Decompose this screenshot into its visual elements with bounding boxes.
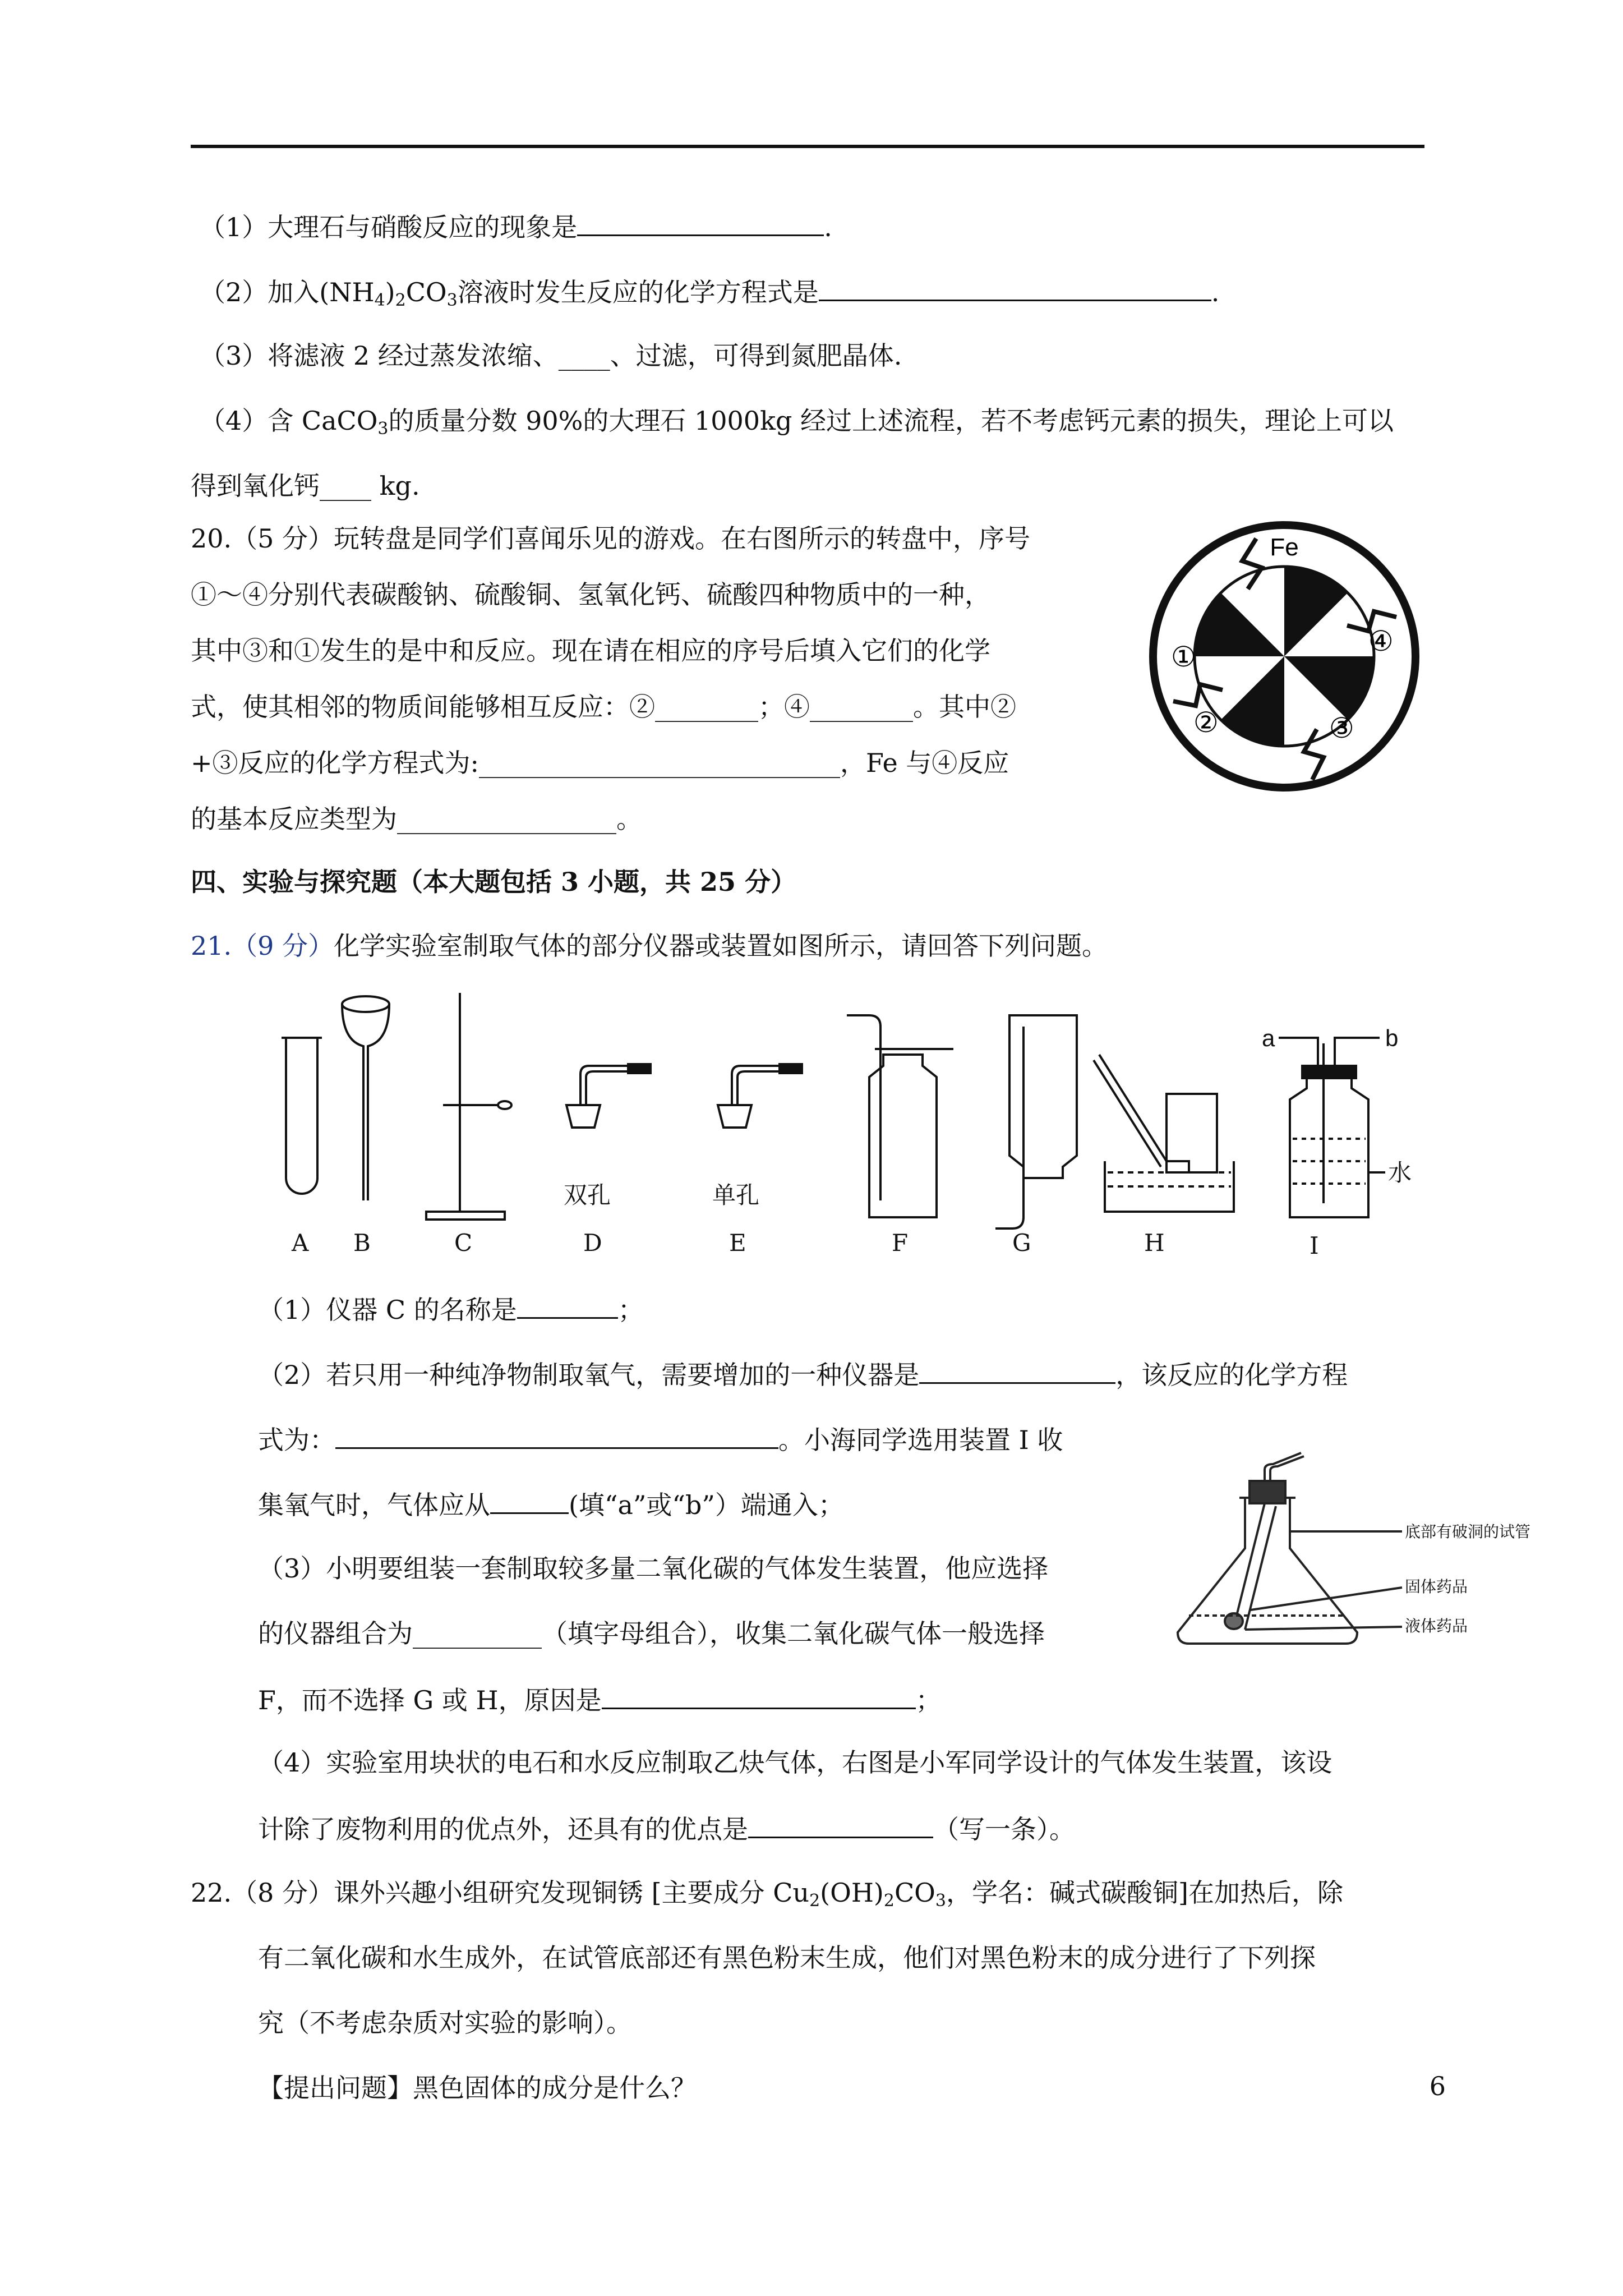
q21-s1: （1）仪器 C 的名称是 ；	[258, 1291, 644, 1327]
q19-part1: （1）大理石与硝酸反应的现象是 .	[200, 209, 832, 244]
q19-part2: （2）加入$(NH_4)_2CO_3$溶液时发生反应的化学方程式是 .	[200, 274, 1219, 318]
apparatus-c-iron-stand	[426, 993, 511, 1220]
q21-blank3[interactable]	[335, 1421, 778, 1449]
label-g: G	[1012, 1229, 1031, 1257]
q21-intro: 21.（9 分）化学实验室制取气体的部分仪器或装置如图所示，请回答下列问题。	[191, 931, 1108, 961]
page-number: 6	[1429, 2071, 1446, 2101]
apparatus-g-inverted-jar	[995, 1015, 1077, 1228]
label-solid-reagent: 固体药品	[1405, 1577, 1468, 1596]
label-i: I	[1310, 1232, 1319, 1259]
q21-s2-cont2: 集氧气时，气体应从 (填“a”或“b”）端通入；	[258, 1487, 844, 1522]
q20-line3: 其中③和①发生的是中和反应。现在请在相应的序号后填入它们的化学	[191, 636, 990, 666]
q19-part4-cont: 得到氧化钙____ kg.	[191, 471, 420, 501]
label-double-hole: 双孔	[564, 1181, 611, 1209]
q21-s4-cont: 计除了废物利用的优点外，还具有的优点是 （写一条）。	[258, 1811, 1075, 1846]
label-liquid-reagent: 液体药品	[1405, 1617, 1468, 1635]
q20-line5: +③反应的化学方程式为:____________________________，Fe 与④反应	[191, 748, 1009, 778]
label-f: F	[892, 1229, 909, 1257]
turntable-figure	[1144, 516, 1424, 797]
label-single-hole: 单孔	[712, 1181, 760, 1209]
q19-part3: （3）将滤液 2 经过蒸发浓缩、____、过滤，可得到氮肥晶体.	[200, 341, 902, 371]
q21-s4: （4）实验室用块状的电石和水反应制取乙炔气体，右图是小军同学设计的气体发生装置，该设	[258, 1747, 1332, 1778]
q20-line1: 20.（5 分）玩转盘是同学们喜闻乐见的游戏。在右图所示的转盘中，序号	[191, 523, 1031, 554]
section4-title: 四、实验与探究题（本大题包括 3 小题，共 25 分）	[191, 867, 797, 897]
label-b: B	[353, 1229, 371, 1257]
wheel-label-2: ②	[1193, 706, 1219, 739]
label-a: A	[292, 1229, 309, 1257]
q19-blank2[interactable]	[819, 274, 1211, 301]
apparatus-i-wash-bottle	[1279, 1038, 1385, 1217]
q19-blank1[interactable]	[577, 209, 824, 236]
q22-line4: 【提出问题】黑色固体的成分是什么？	[258, 2073, 697, 2103]
apparatus-figure	[269, 993, 1436, 1257]
q21-s3: （3）小明要组装一套制取较多量二氧化碳的气体发生装置，他应选择	[258, 1553, 1049, 1584]
label-i-water: 水	[1388, 1159, 1412, 1186]
q22-line1: 22.（8 分）课外兴趣小组研究发现铜锈 [主要成分 $Cu_2(OH)_2CO_3$，学名：碱式碳酸铜]在加热后，除	[191, 1878, 1343, 1911]
q21-blank6[interactable]	[748, 1811, 933, 1838]
apparatus-e-single-hole-stopper	[718, 1064, 802, 1128]
apparatus-b-long-funnel	[342, 996, 389, 1200]
label-perforated-tube: 底部有破洞的试管	[1405, 1522, 1531, 1541]
header-rule	[191, 145, 1424, 148]
q21-blank5[interactable]	[602, 1682, 916, 1709]
q21-blank4[interactable]	[490, 1487, 569, 1514]
q19-part4: （4）含 CaCO$_3$的质量分数 90%的大理石 1000kg 经过上述流程，若不考虑钙元素的损失，理论上可以	[200, 406, 1394, 439]
label-c: C	[454, 1229, 473, 1257]
q21-s3-cont2: F，而不选择 G 或 H，原因是 ；	[258, 1682, 942, 1717]
q21-blank2[interactable]	[919, 1356, 1115, 1384]
perforated-test-tube	[1234, 1503, 1276, 1630]
flask-stopper	[1249, 1481, 1285, 1503]
apparatus-f-gas-jar	[847, 1015, 953, 1217]
label-i-b: b	[1385, 1025, 1399, 1051]
label-h: H	[1144, 1229, 1165, 1257]
label-i-a: a	[1262, 1025, 1275, 1051]
q22-line2: 有二氧化碳和水生成外，在试管底部还有黑色粉末生成，他们对黑色粉末的成分进行了下列探	[258, 1943, 1316, 1973]
wheel-label-3: ③	[1329, 712, 1354, 744]
apparatus-a-test-tube	[282, 1038, 322, 1194]
label-d: D	[583, 1229, 602, 1257]
erlenmeyer-flask	[1178, 1498, 1357, 1644]
acetylene-generator-figure	[1166, 1464, 1531, 1655]
q20-line6: 的基本反应类型为_________________。	[191, 804, 642, 834]
q21-s3-cont: 的仪器组合为__________（填字母组合），收集二氧化碳气体一般选择	[258, 1618, 1045, 1649]
wheel-label-1: ①	[1171, 641, 1196, 673]
q21-blank1[interactable]	[517, 1291, 618, 1319]
label-e: E	[729, 1229, 746, 1257]
q20-line2: ①～④分别代表碳酸钠、硫酸铜、氢氧化钙、硫酸四种物质中的一种，	[191, 579, 990, 610]
apparatus-d-double-hole-stopper	[566, 1064, 651, 1128]
q20-line4: 式，使其相邻的物质间能够相互反应：②________；④________。其中②	[191, 692, 1016, 722]
apparatus-h-water-trough	[1094, 1055, 1234, 1212]
q22-line3: 究（不考虑杂质对实验的影响）。	[258, 2008, 632, 2038]
wheel-label-4: ④	[1368, 625, 1394, 657]
wheel-label-fe: Fe	[1270, 533, 1299, 561]
q21-s2-cont: 式为： 。小海同学选用装置 I 收	[258, 1421, 1063, 1457]
q21-s2: （2）若只用一种纯净物制取氧气，需要增加的一种仪器是 ，该反应的化学方程	[258, 1356, 1348, 1392]
